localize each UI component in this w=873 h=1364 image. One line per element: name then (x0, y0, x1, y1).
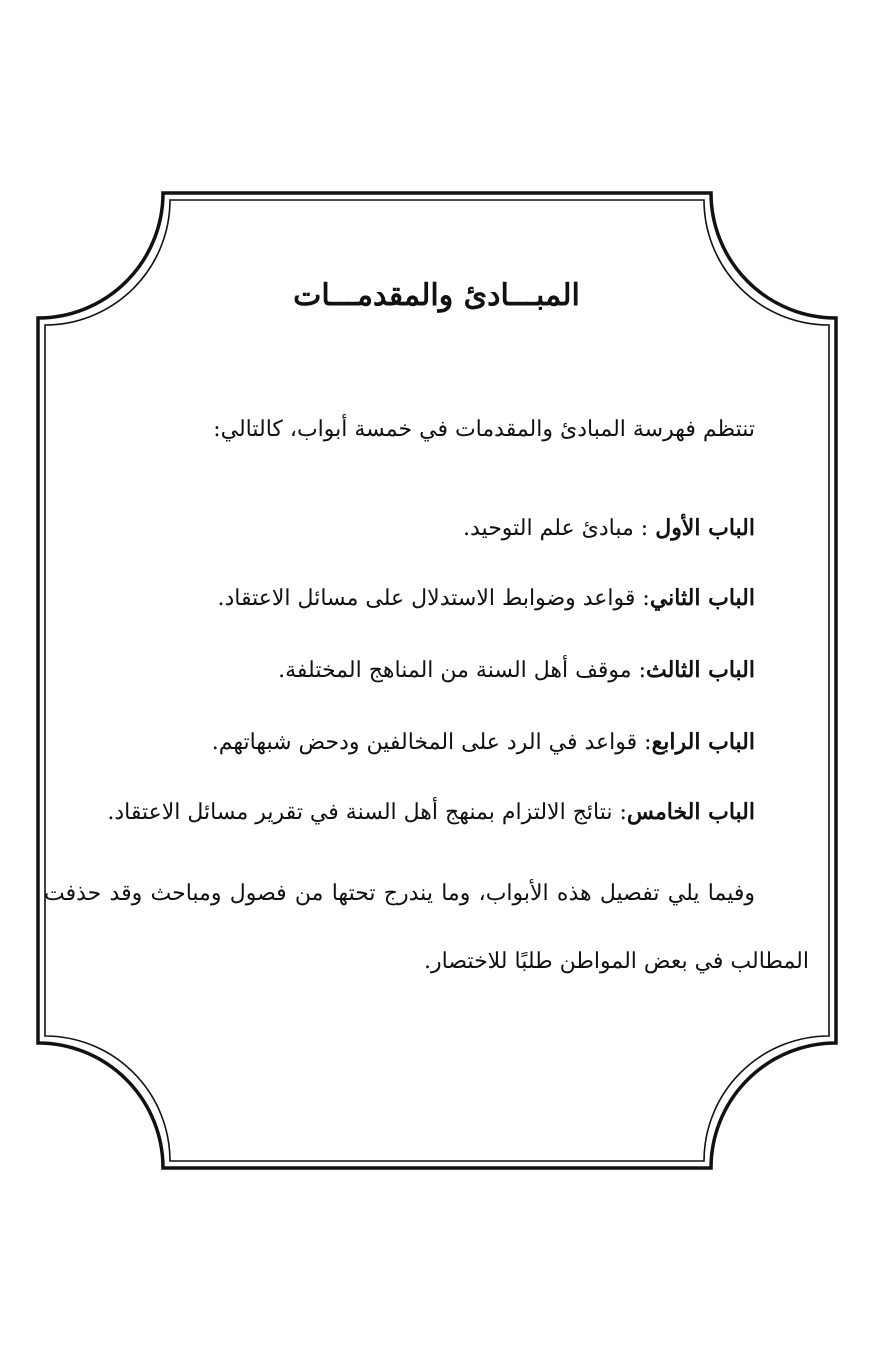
chapter-separator: : (635, 586, 650, 611)
chapter-label: الباب الرابع (651, 729, 755, 755)
chapter-text: موقف أهل السنة من المناهج المختلفة. (278, 658, 632, 683)
chapter-text: قواعد وضوابط الاستدلال على مسائل الاعتقاد. (217, 586, 636, 611)
chapter-item (95, 790, 755, 835)
chapter-item (95, 506, 755, 551)
chapter-separator: : (631, 658, 646, 683)
intro-paragraph: تنتظم فهرسة المبادئ والمقدمات في خمسة أبواب، كالتالي: (213, 417, 755, 442)
chapter-item (95, 576, 755, 621)
chapter-label: الباب الخامس (626, 799, 755, 825)
page-title: المبـــادئ والمقدمـــات (293, 278, 580, 313)
closing-paragraph: وفيما يلي تفصيل هذه الأبواب، وما يندرج تحتها من فصول ومباحث وقد حذفت المطالب في بعض المواطن طلبًا للاختصار. (44, 881, 809, 974)
chapter-separator: : (637, 730, 652, 755)
chapter-separator: : (633, 516, 656, 541)
chapter-text: قواعد في الرد على المخالفين ودحض شبهاتهم. (211, 730, 638, 755)
chapter-label: الباب الأول (655, 515, 755, 541)
chapter-text: مبادئ علم التوحيد. (463, 516, 634, 541)
chapter-separator: : (612, 800, 627, 825)
chapter-item (95, 720, 755, 765)
chapter-label: الباب الثالث (646, 657, 755, 683)
chapter-text: نتائج الالتزام بمنهج أهل السنة في تقرير مسائل الاعتقاد. (107, 800, 613, 825)
chapter-label: الباب الثاني (649, 585, 755, 611)
chapter-item (95, 648, 755, 693)
